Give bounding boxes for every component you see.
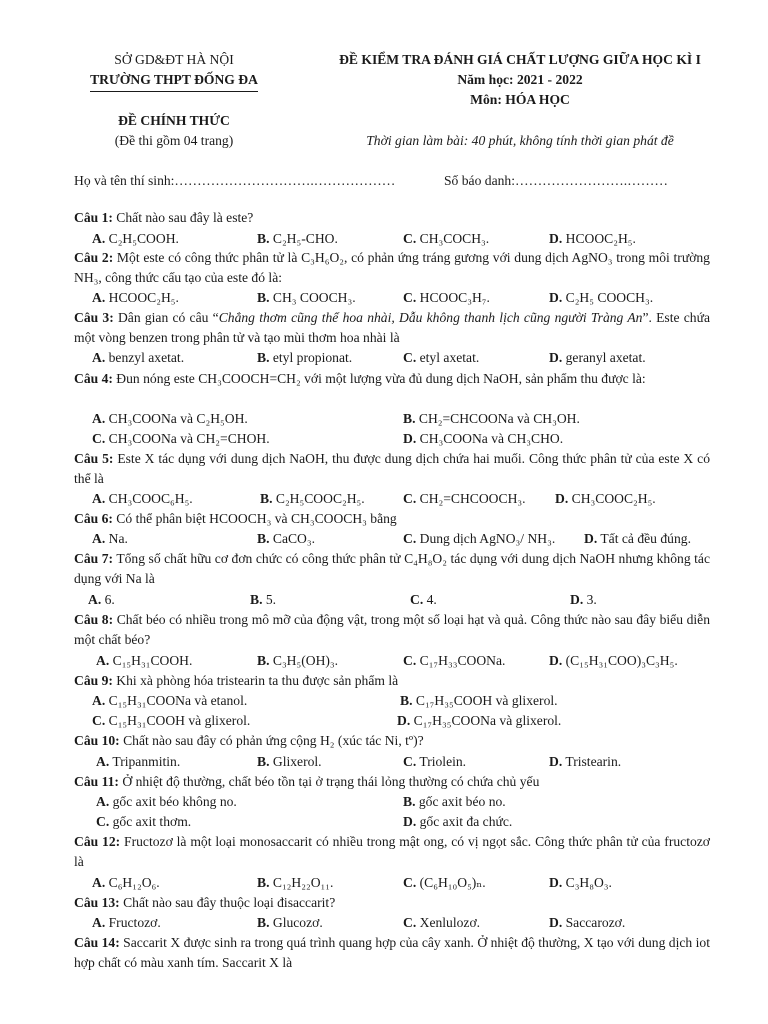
option-c: C. Dung dịch AgNO₃/ NH₃.: [403, 531, 556, 546]
question-14: Câu 14: Saccarit X được sinh ra trong quá trình quang hợp của cây xanh. Ở nhiệt độ thường, X tạo với dung dịch iot hợp chất có màu xanh tím. Saccarit X là: [74, 935, 710, 970]
option-d: D. gốc axit đa chức.: [403, 814, 513, 829]
option-c: C. (C₆H₁₀O₅)ₙ.: [403, 875, 486, 890]
option-a: A. HCOOC₂H₅.: [92, 290, 179, 305]
question-9-options-row1: [0, 691, 768, 711]
option-a: A. gốc axit béo không no.: [96, 794, 237, 809]
option-a: A. C₁₅H₃₁COONa và etanol.: [92, 693, 248, 708]
option-b: B. C₁₂H₂₂O₁₁.: [257, 875, 334, 890]
option-a: A. benzyl axetat.: [92, 350, 185, 365]
option-b: B. gốc axit béo no.: [403, 794, 506, 809]
question-7-options: [0, 590, 768, 610]
candidate-id-field: Số báo danh:…………………….………: [444, 173, 668, 188]
question-10: Câu 10: Chất nào sau đây có phản ứng cộng H₂ (xúc tác Ni, tº)?: [74, 733, 424, 748]
option-b: B. Glixerol.: [257, 754, 322, 769]
option-b: B. etyl propionat.: [257, 350, 353, 365]
option-d: D. Tất cả đều đúng.: [584, 531, 691, 546]
question-3: Câu 3: Dân gian có câu “Chẳng thơm cũng thể hoa nhài, Dẫu không thanh lịch cũng người Tràng An”. Este chứa một vòng benzen trong phân tử và tạo mùi thơm hoa nhài là: [74, 310, 710, 345]
question-4: Câu 4: Đun nóng este CH₃COOCH=CH₂ với một lượng vừa đủ dung dịch NaOH, sản phẩm thu được là:: [74, 371, 646, 386]
option-b: B. 5.: [250, 592, 277, 607]
option-d: D. (C₁₅H₃₁COO)₃C₃H₅.: [549, 653, 678, 668]
page-count: (Đề thi gồm 04 trang): [114, 133, 234, 148]
option-d: D. C₃H₈O₃.: [549, 875, 612, 890]
question-6-options: [0, 529, 768, 549]
option-a: A. Tripanmitin.: [96, 754, 181, 769]
option-c: C. gốc axit thơm.: [96, 814, 192, 829]
option-b: B. CH₂=CHCOONa và CH₃OH.: [403, 411, 580, 426]
question-13: Câu 13: Chất nào sau đây thuộc loại đisaccarit?: [74, 895, 336, 910]
option-d: D. C₁₇H₃₅COONa và glixerol.: [397, 713, 562, 728]
question-11-options-row2: [0, 812, 768, 832]
option-d: D. HCOOC₂H₅.: [549, 231, 636, 246]
question-3-options: [0, 348, 768, 368]
option-d: D. CH₃COONa và CH₃CHO.: [403, 431, 564, 446]
option-c: C. HCOOC₃H₇.: [403, 290, 490, 305]
option-c: C. etyl axetat.: [403, 350, 480, 365]
question-6: Câu 6: Có thể phân biệt HCOOCH₃ và CH₃COOCH₃ bằng: [74, 511, 397, 526]
option-d: D. Tristearin.: [549, 754, 622, 769]
question-2: Câu 2: Một este có công thức phân tử là C₃H₆O₂, có phản ứng tráng gương với dung dịch AgNO₃ trong môi trường NH₃, công thức cấu tạo của este đó là:: [74, 250, 710, 285]
option-d: D. Saccarozơ.: [549, 915, 626, 930]
option-c: C. C₁₅H₃₁COOH và glixerol.: [92, 713, 251, 728]
option-b: B. Glucozơ.: [257, 915, 323, 930]
option-d: D. 3.: [570, 592, 597, 607]
option-a: A. C₆H₁₂O₆.: [92, 875, 160, 890]
question-4-options-row2: [0, 429, 768, 449]
option-d: D. geranyl axetat.: [549, 350, 646, 365]
option-b: B. C₁₇H₃₅COOH và glixerol.: [400, 693, 558, 708]
option-a: A. 6.: [88, 592, 115, 607]
official-label: ĐỀ CHÍNH THỨC: [118, 113, 230, 128]
question-9-options-row2: [0, 711, 768, 731]
option-c: C. C₁₇H₃₃COONa.: [403, 653, 506, 668]
exam-title: ĐỀ KIỂM TRA ĐÁNH GIÁ CHẤT LƯỢNG GIỮA HỌC KÌ I: [339, 52, 701, 67]
option-c: C. Triolein.: [403, 754, 467, 769]
question-5: Câu 5: Este X tác dụng với dung dịch NaOH, thu được dung dịch chứa hai muối. Công thức phân tử của este X có thể là: [74, 451, 710, 486]
question-8: Câu 8: Chất béo có nhiều trong mô mỡ của động vật, trong một số loại hạt và quả. Công thức nào sau đây biểu diễn một chất béo?: [74, 612, 710, 647]
option-d: D. C₂H₅ COOCH₃.: [549, 290, 654, 305]
question-4-options-row1: [0, 409, 768, 429]
department-name: SỞ GD&ĐT HÀ NỘI: [114, 52, 234, 67]
question-5-options: [0, 489, 768, 509]
option-b: B. CaCO₃.: [257, 531, 315, 546]
question-11: Câu 11: Ở nhiệt độ thường, chất béo tồn tại ở trạng thái lỏng thường có chứa chủ yếu: [74, 774, 540, 789]
school-name: TRƯỜNG THPT ĐỐNG ĐA: [74, 70, 274, 92]
subject: Môn: HÓA HỌC: [470, 92, 570, 107]
school-year: Năm học: 2021 - 2022: [457, 72, 583, 87]
option-a: A. CH₃COONa và C₂H₅OH.: [92, 411, 248, 426]
question-2-options: [0, 288, 768, 308]
question-13-options: [0, 913, 768, 933]
option-c: C. CH₃COCH₃.: [403, 231, 490, 246]
question-12: Câu 12: Fructozơ là một loại monosaccarit có nhiều trong mật ong, có vị ngọt sắc. Công thức phân tử của fructozơ là: [74, 834, 710, 869]
time-limit: Thời gian làm bài: 40 phút, không tính thời gian phát đề: [366, 133, 674, 148]
option-a: A. C₁₅H₃₁COOH.: [96, 653, 193, 668]
candidate-name-field: Họ và tên thí sinh:………………………….………………: [74, 173, 396, 188]
question-10-options: [0, 752, 768, 772]
question-7: Câu 7: Tổng số chất hữu cơ đơn chức có công thức phân tử C₄H₈O₂ tác dụng với dung dịch NaOH nhưng không tác dụng với Na là: [74, 551, 710, 586]
question-12-options: [0, 873, 768, 893]
option-b: B. C₃H₅(OH)₃.: [257, 653, 339, 668]
question-9: Câu 9: Khi xà phòng hóa tristearin ta thu được sản phẩm là: [74, 673, 399, 688]
option-c: C. CH₃COONa và CH₂=CHOH.: [92, 431, 270, 446]
option-a: A. C₂H₅COOH.: [92, 231, 179, 246]
option-b: B. CH₃ COOCH₃.: [257, 290, 356, 305]
option-c: C. Xenlulozơ.: [403, 915, 481, 930]
option-d: D. CH₃COOC₂H₅.: [555, 491, 656, 506]
question-1-options: [0, 229, 768, 249]
option-c: C. 4.: [410, 592, 437, 607]
option-a: A. Na.: [92, 531, 128, 546]
option-c: C. CH₂=CHCOOCH₃.: [403, 491, 526, 506]
question-11-options-row1: [0, 792, 768, 812]
option-b: B. C₂H₅COOC₂H₅.: [260, 491, 365, 506]
option-a: A. CH₃COOC₆H₅.: [92, 491, 193, 506]
option-a: A. Fructozơ.: [92, 915, 161, 930]
option-b: B. C₂H₅-CHO.: [257, 231, 338, 246]
question-8-options: [0, 651, 768, 671]
question-1: Câu 1: Chất nào sau đây là este?: [74, 210, 254, 225]
